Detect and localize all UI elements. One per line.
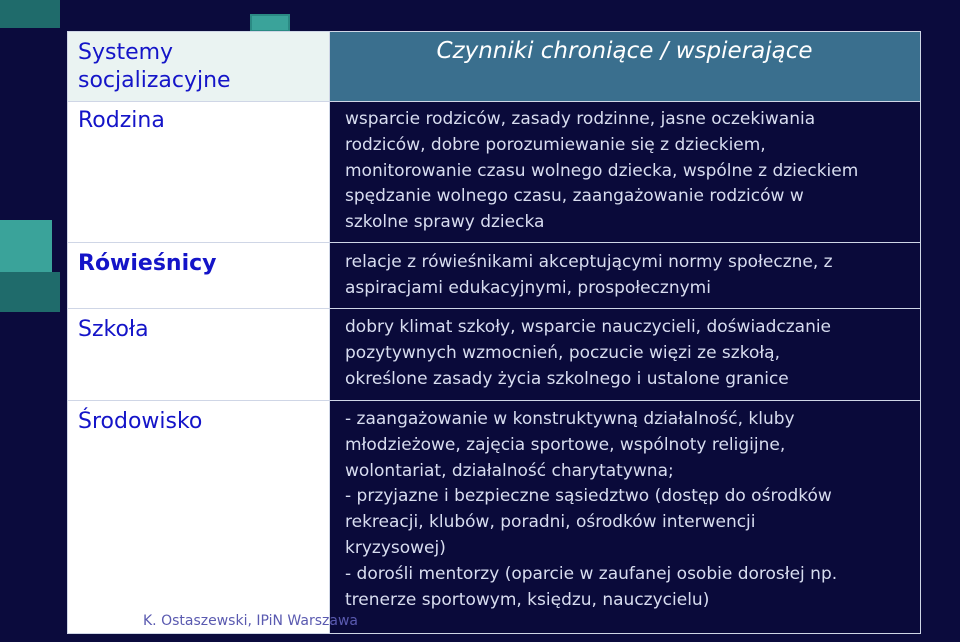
row-factors-szkola: dobry klimat szkoły, wsparcie nauczycieli, doświadczanie pozytywnych wzmocnień, poczucie więzi ze szkołą, określone zasady życia szkolnego i ustalone granice	[345, 317, 832, 389]
decor-square	[252, 16, 288, 30]
decor-square	[0, 0, 60, 28]
row-factors-srodowisko: - zaangażowanie w konstruktywną działalność, kluby młodzieżowe, zajęcia sportowe, wspólnoty religijne, wolontariat, działalność charytatywna; - przyjazne i bezpieczne sąsiedztwo (dostęp do ośrodków rekreacji, klubów, poradni, ośrodków interwencji kryzysowej) - dorośli mentorzy (oparcie w zaufanej osobie dorosłej np. trenerze sportowym, księdzu, nauczycielu)	[345, 409, 838, 610]
column-divider	[329, 31, 330, 633]
decor-square	[0, 272, 60, 312]
row-factors-rodzina: wsparcie rodziców, zasady rodzinne, jasne oczekiwania rodziców, dobre porozumiewanie się z dzieckiem, monitorowanie czasu wolnego dziecka, wspólne z dzieckiem spędzanie wolnego czasu, zaangażowanie rodziców w szkolne sprawy dziecka	[345, 109, 859, 233]
left-header-title: Systemy socjalizacyjne	[78, 40, 231, 93]
author-credit: K. Ostaszewski, IPiN Warszawa	[143, 613, 358, 629]
row-divider	[67, 400, 920, 401]
right-header-title: Czynniki chroniące / wspierające	[436, 38, 813, 64]
row-label-srodowisko: Środowisko	[78, 409, 203, 434]
row-divider	[67, 242, 920, 243]
row-factors-rowiesnicy: relacje z rówieśnikami akceptującymi normy społeczne, z aspiracjami edukacyjnymi, prospołecznymi	[345, 252, 833, 298]
decor-square	[0, 220, 52, 272]
row-label-rowiesnicy: Rówieśnicy	[78, 251, 217, 276]
row-label-szkola: Szkoła	[78, 317, 149, 342]
row-divider	[67, 101, 920, 102]
row-label-rodzina: Rodzina	[78, 108, 165, 133]
row-divider	[67, 308, 920, 309]
